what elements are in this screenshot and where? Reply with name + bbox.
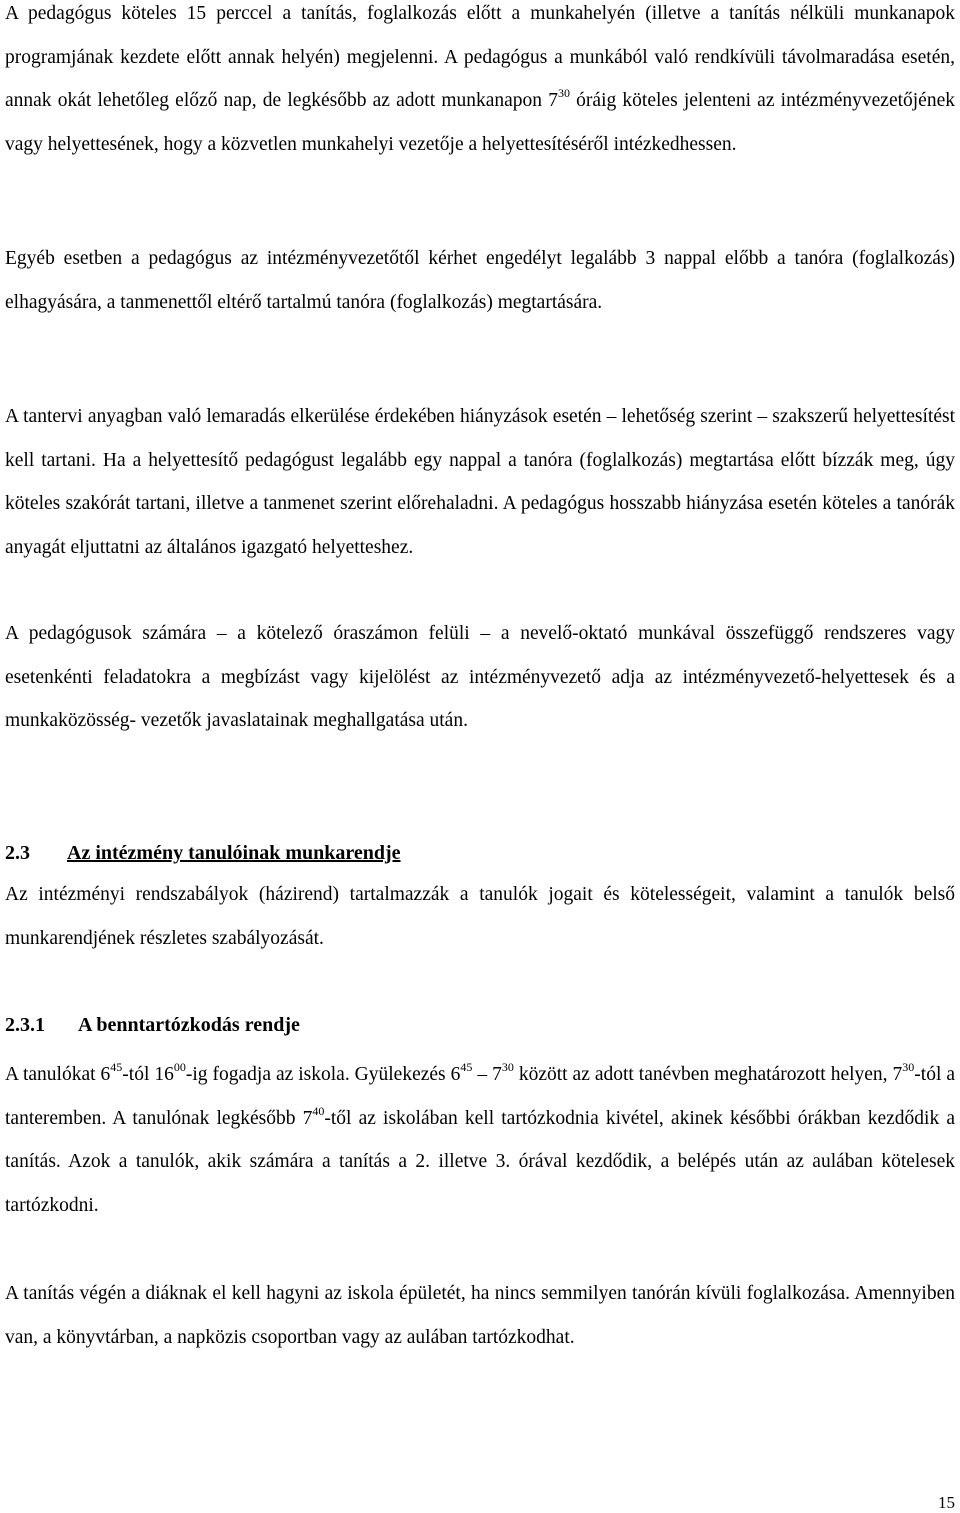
text-run: óráig köteles jelenteni az intézményvezetőjének vagy helyettesének, hogy a közvetlen munkahelyi vezetője a helyettesítéséről intézkedhessen. — [5, 90, 955, 155]
section-heading-2-3-1 — [5, 1004, 955, 1048]
superscript: 30 — [902, 1060, 915, 1074]
superscript: 30 — [501, 1060, 514, 1074]
text-run: között az adott tanévben meghatározott helyen, 7 — [513, 1064, 903, 1085]
text-run: -ig fogadja az iskola. Gyülekezés 6 — [185, 1064, 461, 1085]
superscript: 40 — [312, 1103, 325, 1118]
section-heading-2-3 — [5, 832, 955, 876]
superscript: 45 — [460, 1060, 473, 1074]
paragraph-schedule — [5, 1053, 955, 1227]
paragraph-house-rules: Az intézményi rendszabályok (házirend) tartalmazzák a tanulók jogait és kötelességeit, valamint a tanulók belső munkarendjének részletes szabályozását. — [5, 884, 955, 949]
superscript: 45 — [110, 1060, 123, 1074]
paragraph-end-of-day: A tanítás végén a diáknak el kell hagyni az iskola épületét, ha nincs semmilyen tanórán kívüli foglalkozása. Amennyiben van, a könyvtárban, a napközis csoportban vagy az aulában tartózkodhat. — [5, 1283, 955, 1348]
text-run: -tól 16 — [122, 1064, 174, 1085]
text-run: – 7 — [472, 1064, 502, 1085]
superscript: 00 — [173, 1060, 186, 1074]
text-run: A pedagógus köteles 15 perccel a tanítás, foglalkozás előtt a munkahelyén (illetve a tanítás nélküli munkanapok programjának kezdete előtt annak helyén) megjelenni. A pedagógus a munkából való rendkívüli távolmaradása esetén, annak okát lehetőleg előző nap, de legkésőbb az adott munkanapon 7 — [5, 3, 955, 112]
section-title: Az intézmény tanulóinak munkarendje — [67, 842, 401, 864]
section-number: 2.3.1 — [5, 1014, 45, 1036]
text-run: -tól a tanteremben. A tanulónak legkésőbb 7 — [5, 1064, 955, 1129]
section-number: 2.3 — [5, 842, 30, 864]
paragraph-substitution: A tantervi anyagban való lemaradás elkerülése érdekében hiányzások esetén – lehetőség szerint – szakszerű helyettesítést kell tartani. Ha a helyettesítő pedagógust legalább egy nappal a tanóra (foglalkozás) megtartása előtt bízzák meg, úgy köteles szakórát tartani, illetve a tanmenet szerint előrehaladni. A pedagógus hosszabb hiányzása esetén köteles a tanórák anyagát eljuttatni az általános igazgató helyetteshez. — [5, 406, 955, 558]
text-run: A tanulókat 6 — [5, 1064, 111, 1085]
page-number: 15 — [938, 1493, 955, 1512]
paragraph-assignments: A pedagógusok számára – a kötelező óraszámon felüli – a nevelő-oktató munkával összefüggő rendszeres vagy esetenkénti feladatokra a megbízást vagy kijelölést az intézményvezető adja az intézményvezető-helyettesek és a munkaközösség- vezetők javaslatainak meghallgatása után. — [5, 623, 955, 732]
paragraph-permission: Egyéb esetben a pedagógus az intézményvezetőtől kérhet engedélyt legalább 3 nappal előbb a tanóra (foglalkozás) elhagyására, a tanmenettől eltérő tartalmú tanóra (foglalkozás) megtartására. — [5, 248, 955, 313]
text-run: -től az iskolában kell tartózkodnia kivétel, akinek későbbi órákban kezdődik a tanítás. Azok a tanulók, akik számára a tanítás a 2. illetve 3. órával kezdődik, a belépés után az aulában kötelesek tartózkodni. — [5, 1107, 955, 1216]
section-title: A benntartózkodás rendje — [78, 1014, 300, 1036]
paragraph-teacher-arrival — [5, 0, 955, 166]
superscript: 30 — [557, 86, 570, 101]
